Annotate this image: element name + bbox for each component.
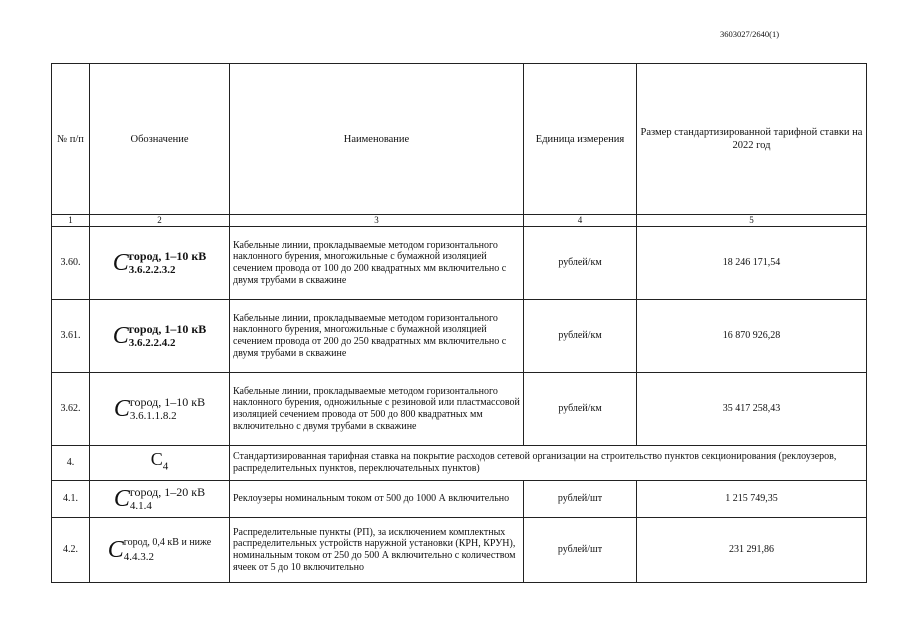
- row-value: 231 291,86: [637, 518, 867, 583]
- row-description: Реклоузеры номинальным током от 500 до 1000 А включительно: [230, 481, 524, 518]
- table-row: [52, 481, 867, 518]
- table-row: [52, 446, 867, 481]
- symbol-subscript: 4.1.4: [129, 500, 152, 512]
- symbol-superscript: город, 0,4 кВ и ниже: [123, 537, 212, 548]
- row-value: 16 870 926,28: [637, 300, 867, 373]
- row-symbol: C город, 1–10 кВ 3.6.2.2.3.2: [90, 227, 230, 300]
- row-symbol: C город, 1–10 кВ 3.6.1.1.8.2: [90, 373, 230, 446]
- table-row: [52, 300, 867, 373]
- symbol-subscript: 3.6.1.1.8.2: [129, 410, 177, 422]
- header-name: Наименование: [230, 64, 524, 215]
- row-unit: рублей/шт: [524, 518, 637, 583]
- header-rate: Размер стандартизированной тарифной ставки на 2022 год: [637, 64, 867, 215]
- row-num: 4.1.: [52, 481, 90, 518]
- header-num: № п/п: [52, 64, 90, 215]
- symbol-subscript: 3.6.2.2.4.2: [128, 337, 176, 349]
- row-value: 1 215 749,35: [637, 481, 867, 518]
- symbol-subscript: 4: [162, 460, 169, 473]
- table-row: [52, 373, 867, 446]
- col-number: 3: [230, 215, 524, 227]
- col-number: 1: [52, 215, 90, 227]
- table-row: [52, 227, 867, 300]
- row-symbol: C город, 0,4 кВ и ниже 4.4.3.2: [90, 518, 230, 583]
- row-unit: рублей/км: [524, 227, 637, 300]
- row-description: Распределительные пункты (РП), за исключением комплектных распределительных устройств наружной установки (КРН, КРУН), номинальным током от 250 до 500 А включительно с количеством ячеек от 5 до 10 включительно: [230, 518, 524, 583]
- row-description: Стандартизированная тарифная ставка на покрытие расходов сетевой организации на строительство пунктов секционирования (реклоузеров, распределительных пунктов, переключательных пунктов): [230, 446, 867, 481]
- row-num: 3.62.: [52, 373, 90, 446]
- col-number: 2: [90, 215, 230, 227]
- column-number-row: [52, 215, 867, 227]
- symbol-subscript: 4.4.3.2: [123, 551, 155, 563]
- symbol-subscript: 3.6.2.2.3.2: [128, 264, 176, 276]
- row-unit: рублей/км: [524, 300, 637, 373]
- col-number: 5: [637, 215, 867, 227]
- row-num: 3.61.: [52, 300, 90, 373]
- row-unit: рублей/шт: [524, 481, 637, 518]
- symbol-superscript: город, 1–20 кВ: [129, 485, 206, 499]
- row-num: 4.: [52, 446, 90, 481]
- row-unit: рублей/км: [524, 373, 637, 446]
- row-symbol: [90, 446, 230, 481]
- tariff-table: [51, 63, 867, 583]
- row-description: Кабельные линии, прокладываемые методом горизонтального наклонного бурения, многожильные с бумажной изоляцией сечением провода от 100 до 200 квадратных мм включительно с двумя трубами в скважине: [230, 227, 524, 300]
- col-number: 4: [524, 215, 637, 227]
- header-unit: Единица измерения: [524, 64, 637, 215]
- header-designation: Обозначение: [90, 64, 230, 215]
- row-symbol: C город, 1–20 кВ 4.1.4: [90, 481, 230, 518]
- row-num: 4.2.: [52, 518, 90, 583]
- document-number: 3603027/2640(1): [720, 29, 780, 39]
- row-value: 35 417 258,43: [637, 373, 867, 446]
- row-description: Кабельные линии, прокладываемые методом горизонтального наклонного бурения, одножильные с резиновой или пластмассовой изоляцией сечением провода от 500 до 800 квадратных мм включительно с двумя трубами в скважине: [230, 373, 524, 446]
- symbol-superscript: город, 1–10 кВ: [129, 395, 206, 409]
- table-row: [52, 518, 867, 583]
- symbol-main: C: [150, 449, 163, 470]
- symbol-superscript: город, 1–10 кВ: [128, 249, 207, 263]
- row-description: Кабельные линии, прокладываемые методом горизонтального наклонного бурения, многожильные с бумажной изоляцией сечением провода от 200 до 250 квадратных мм включительно с двумя трубами в скважине: [230, 300, 524, 373]
- symbol-superscript: город, 1–10 кВ: [128, 322, 207, 336]
- row-value: 18 246 171,54: [637, 227, 867, 300]
- row-symbol: C город, 1–10 кВ 3.6.2.2.4.2: [90, 300, 230, 373]
- row-num: 3.60.: [52, 227, 90, 300]
- table-header-row: [52, 64, 867, 215]
